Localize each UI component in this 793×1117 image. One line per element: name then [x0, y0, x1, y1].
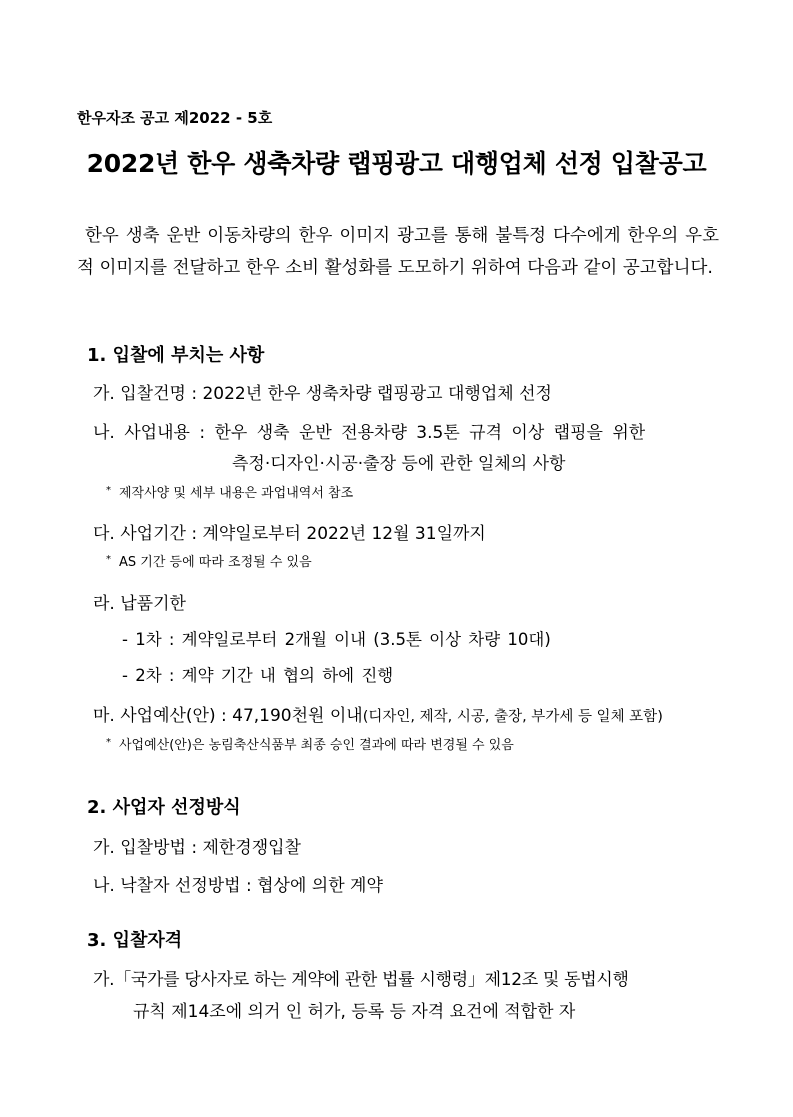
note-asterisk: *: [106, 485, 111, 496]
section-1-item-na-line2: 측정·디자인·시공·출장 등에 관한 일체의 사항: [232, 454, 566, 474]
section-3-item-ga-line1: 가.「국가를 당사자로 하는 계약에 관한 법률 시행령」제12조 및 동법시행: [93, 970, 629, 990]
section-1-heading: 1. 입찰에 부치는 사항: [87, 345, 265, 366]
section-1-item-na-line1: 나. 사업내용 : 한우 생축 운반 전용차량 3.5톤 규격 이상 랩핑을 위한: [93, 423, 646, 443]
section-1-da-note: [106, 551, 312, 570]
section-1-item-ga: 가. 입찰건명 : 2022년 한우 생축차량 랩핑광고 대행업체 선정: [93, 384, 552, 404]
section-1-ra-sub-2: - 2차 : 계약 기간 내 협의 하에 진행: [122, 666, 394, 685]
section-2-item-na: 나. 낙찰자 선정방법 : 협상에 의한 계약: [93, 876, 383, 896]
note-asterisk: *: [106, 554, 111, 565]
note-text: 사업예산(안)은 농림축산식품부 최종 승인 결과에 따라 변경될 수 있음: [119, 738, 514, 753]
section-3-item-ga-line2: 규칙 제14조에 의거 인 허가, 등록 등 자격 요건에 적합한 자: [133, 1002, 576, 1022]
budget-detail: (디자인, 제작, 시공, 출장, 부가세 등 일체 포함): [362, 709, 663, 725]
note-text: AS 기간 등에 따라 조정될 수 있음: [119, 555, 312, 570]
section-1-item-ra: 라. 납품기한: [93, 594, 186, 614]
section-2-heading: 2. 사업자 선정방식: [87, 797, 241, 818]
section-1-ra-sub-1: - 1차 : 계약일로부터 2개월 이내 (3.5톤 이상 차량 10대): [122, 630, 551, 649]
intro-paragraph: 한우 생축 운반 이동차량의 한우 이미지 광고를 통해 불특정 다수에게 한우의 우호적 이미지를 전달하고 한우 소비 활성화를 도모하기 위하여 다음과 같이 공고합니다.: [77, 226, 719, 278]
section-1-na-note: [106, 482, 353, 501]
section-3-heading: 3. 입찰자격: [87, 930, 183, 951]
section-1-item-da: 다. 사업기간 : 계약일로부터 2022년 12월 31일까지: [93, 524, 486, 544]
note-text: 제작사양 및 세부 내용은 과업내역서 참조: [119, 486, 354, 501]
note-asterisk: *: [106, 737, 111, 748]
page-title: 2022년 한우 생축차량 랩핑광고 대행업체 선정 입찰공고: [86, 149, 707, 178]
section-1-item-ma: [93, 701, 663, 726]
section-1-ma-note: [106, 734, 514, 753]
budget-main: 마. 사업예산(안) : 47,190천원 이내: [93, 706, 363, 726]
notice-number: 한우자조 공고 제2022 - 5호: [77, 109, 273, 127]
section-2-item-ga: 가. 입찰방법 : 제한경쟁입찰: [93, 838, 301, 858]
